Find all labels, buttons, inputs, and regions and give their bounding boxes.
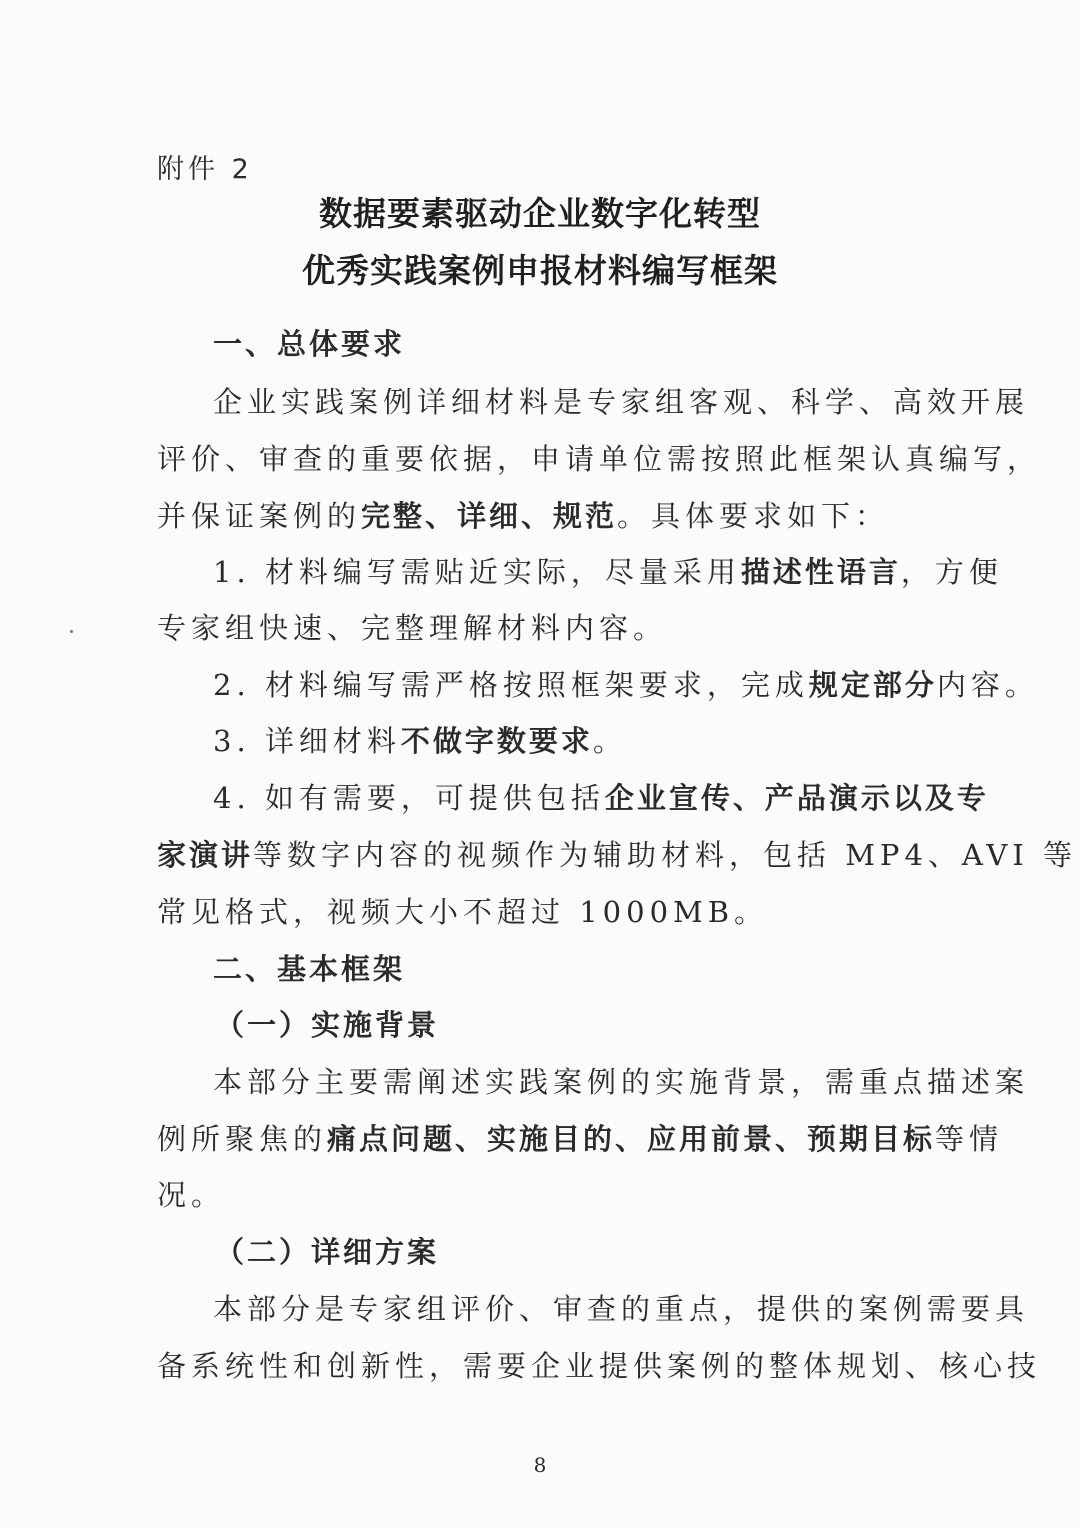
bold-emphasis: 不做字数要求 xyxy=(400,724,593,758)
text-span: 并保证案例的 xyxy=(157,499,362,533)
text-span: 2. 材料编写需严格按照框架要求，完成 xyxy=(213,668,809,702)
subsection1-line3: 况。 xyxy=(157,1178,226,1212)
text-span: 等情 xyxy=(935,1122,1004,1156)
subsection2-line1: 本部分是专家组评价、审查的重点，提供的案例需要具 xyxy=(213,1292,1030,1326)
requirement-item-1 xyxy=(213,555,1003,589)
scan-speck xyxy=(70,630,73,633)
subsection1-line1: 本部分主要需阐述实践案例的实施背景，需重点描述案 xyxy=(213,1065,1030,1099)
text-span: 例所聚焦的 xyxy=(157,1122,328,1156)
page-number: 8 xyxy=(533,1453,547,1477)
subsection1-heading: （一）实施背景 xyxy=(215,1008,440,1042)
section1-intro-line2: 评价、审查的重要依据，申请单位需按照此框架认真编写， xyxy=(157,442,1042,476)
section1-heading: 一、总体要求 xyxy=(213,327,406,361)
section2-heading: 二、基本框架 xyxy=(213,952,406,986)
document-title-line2: 优秀实践案例申报材料编写框架 xyxy=(302,251,778,290)
attachment-label: 附件 2 xyxy=(157,154,253,185)
bold-emphasis: 规定部分 xyxy=(808,668,937,702)
section1-intro-line1: 企业实践案例详细材料是专家组客观、科学、高效开展 xyxy=(213,385,1030,419)
bold-emphasis: 完整、详细、规范 xyxy=(361,499,618,533)
bold-emphasis: 痛点问题、实施目的、应用前景、预期目标 xyxy=(327,1122,936,1156)
section1-intro-line3 xyxy=(157,499,890,533)
text-span: 1. 材料编写需贴近实际，尽量采用 xyxy=(213,555,741,589)
subsection2-line2: 备系统性和创新性，需要企业提供案例的整体规划、核心技 xyxy=(157,1349,1042,1383)
text-span: ，方便 xyxy=(900,555,1003,589)
text-span: 。 xyxy=(592,724,627,758)
bold-emphasis: 企业宣传、产品演示以及专 xyxy=(604,781,989,815)
text-span: 4. 如有需要，可提供包括 xyxy=(213,781,605,815)
bold-emphasis: 描述性语言 xyxy=(740,555,901,589)
requirement-item-4-line2 xyxy=(157,838,1078,872)
text-span: 内容。 xyxy=(936,668,1039,702)
text-span: 等数字内容的视频作为辅助材料，包括 MP4、AVI 等 xyxy=(253,838,1078,872)
requirement-item-4-line3: 常见格式，视频大小不超过 1000MB。 xyxy=(157,895,769,929)
bold-emphasis: 家演讲 xyxy=(157,838,254,872)
requirement-item-4 xyxy=(213,781,989,815)
requirement-item-3 xyxy=(213,724,627,758)
document-title-line1: 数据要素驱动企业数字化转型 xyxy=(319,194,761,233)
subsection2-heading: （二）详细方案 xyxy=(215,1235,440,1269)
text-span: 3. 详细材料 xyxy=(213,724,401,758)
requirement-item-1-line2: 专家组快速、完整理解材料内容。 xyxy=(157,611,668,645)
requirement-item-2 xyxy=(213,668,1039,702)
subsection1-line2 xyxy=(157,1122,1004,1156)
text-span: 。具体要求如下： xyxy=(617,499,890,533)
